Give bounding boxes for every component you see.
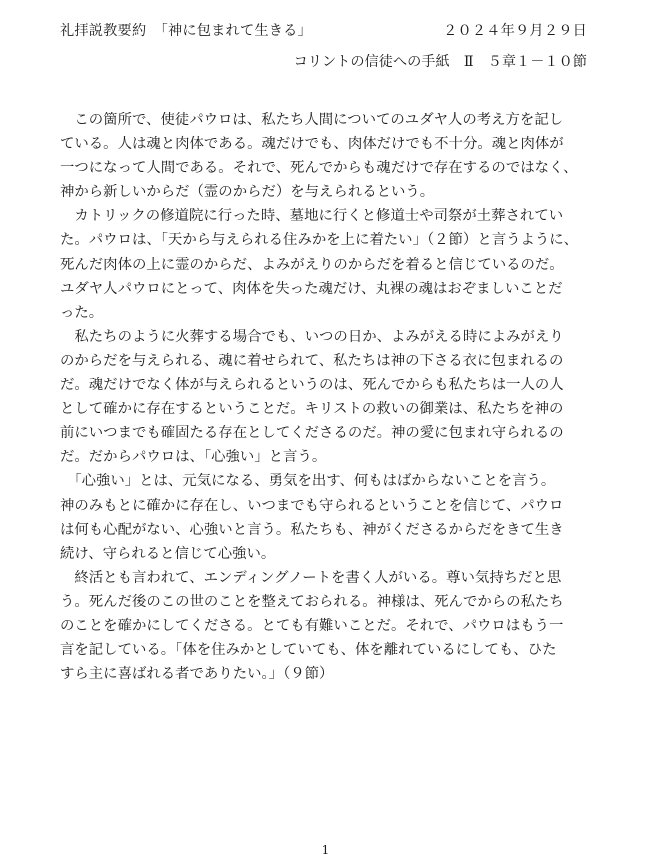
body-line: カトリックの修道院に行った時、墓地に行くと修道士や司祭が土葬されてい: [60, 208, 564, 225]
body-line: だ。魂だけでなく体が与えられるというのは、死んでからも私たちは一人の人: [60, 377, 564, 394]
document-date: ２０２４年９月２９日: [443, 23, 587, 39]
body-line: すら主に喜ばれる者でありたい。」（９節）: [60, 666, 334, 683]
body-line: ている。人は魂と肉体である。魂だけでも、肉体だけでも不十分。魂と肉体が: [60, 136, 564, 153]
body-line: 私たちのように火葬する場合でも、いつの日か、よみがえる時によみがえり: [60, 328, 564, 345]
body-line: だ。だからパウロは、「心強い」と言う。: [60, 449, 327, 466]
scripture-reference: コリントの信徒への手紙 Ⅱ ５章１－１０節: [293, 54, 587, 70]
sermon-body: [60, 108, 604, 686]
body-line: 続け、守られると信じて心強い。: [60, 545, 276, 562]
body-line: 終活とも言われて、エンディングノートを書く人がいる。尊い気持ちだと思: [60, 569, 562, 586]
body-line: 言を記している。「体を住みかとしていても、体を離れているにしても、ひた: [60, 642, 557, 659]
body-line: として確かに存在するということだ。キリストの救いの御業は、私たちを神の: [60, 401, 564, 418]
body-line: 「心強い」とは、元気になる、勇気を出す、何もはばからないことを言う。: [60, 473, 556, 490]
body-line: この箇所で、使徒パウロは、私たち人間についてのユダヤ人の考え方を記し: [60, 112, 564, 128]
body-line: のことを確かにしてくださる。とても有難いことだ。それで、パウロはもう一: [60, 617, 564, 634]
page-number: 1: [321, 843, 330, 857]
body-line: う。死んだ後のこの世のことを整えておられる。神様は、死んでからの私たち: [60, 593, 564, 610]
header-row: [60, 20, 591, 44]
body-line: 死んだ肉体の上に霊のからだ、よみがえりのからだを着ると信じているのだ。: [60, 256, 564, 273]
body-line: た。パウロは、「天から与えられる住みかを上に着たい」（２節）と言うように、: [60, 232, 579, 249]
document-title: 礼拝説教要約 「神に包まれて生きる」: [60, 23, 312, 39]
body-line: 神から新しいからだ（霊のからだ）を与えられるという。: [60, 184, 435, 201]
body-line: 前にいつまでも確固たる存在としてくださるのだ。神の愛に包まれ守られるの: [60, 425, 564, 442]
body-line: は何も心配がない、心強いと言う。私たちも、神がくださるからだをきて生き: [60, 521, 564, 538]
body-line: ユダヤ人パウロにとって、肉体を失った魂だけ、丸裸の魂はおぞましいことだ: [60, 280, 563, 297]
body-line: った。: [60, 304, 104, 321]
body-line: 一つになって人間である。それで、死んでからも魂だけで存在するのではなく、: [60, 160, 578, 177]
body-line: のからだを与えられる、魂に着せられて、私たちは神の下さる衣に包まれるの: [60, 352, 564, 369]
body-line: 神のみもとに確かに存在し、いつまでも守られるということを信じて、パウロ: [60, 497, 564, 514]
